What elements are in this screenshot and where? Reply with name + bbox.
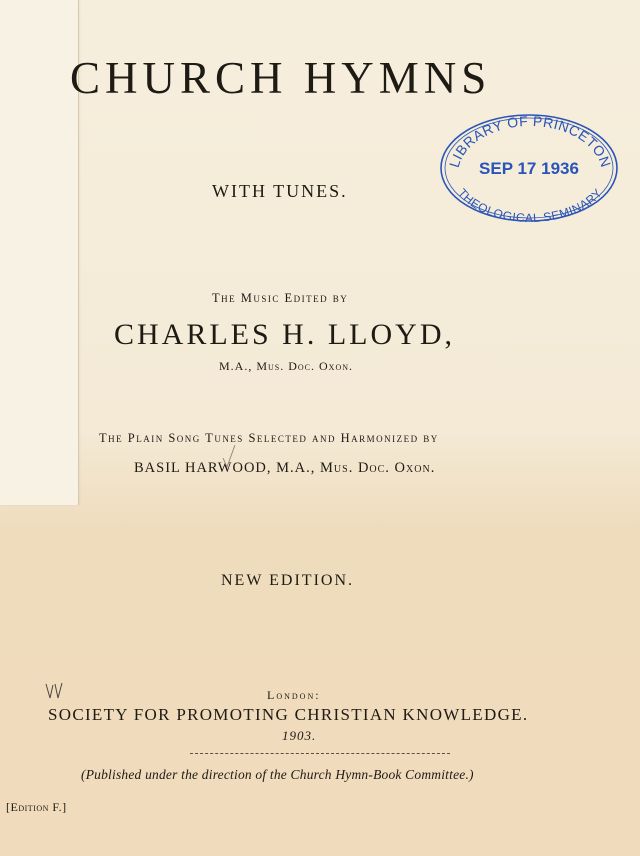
pencil-check-icon: [222, 444, 236, 470]
plain-song-editor: [134, 460, 435, 477]
stamp-date: SEP 17 1936: [479, 159, 579, 178]
library-stamp: [436, 108, 622, 226]
imprint-city: London:: [267, 688, 321, 702]
stamp-top-text: LIBRARY OF PRINCETON: [445, 112, 615, 170]
book-subtitle: WITH TUNES.: [212, 181, 348, 201]
plain-song-editor-degrees: Mus. Doc. Oxon.: [320, 460, 436, 476]
stamp-bottom-text: THEOLOGICAL SEMINARY: [455, 185, 605, 226]
music-editor-degrees: M.A., Mus. Doc. Oxon.: [219, 359, 354, 373]
plain-song-editor-name: BASIL HARWOOD, M.A.,: [134, 460, 316, 476]
library-stamp-icon: [436, 108, 622, 226]
plain-song-caption: The Plain Song Tunes Selected and Harmonized by: [99, 431, 439, 445]
imprint-publisher: SOCIETY FOR PROMOTING CHRISTIAN KNOWLEDGE.: [48, 705, 529, 724]
book-title: CHURCH HYMNS: [70, 53, 492, 103]
music-editor-name: CHARLES H. LLOYD,: [114, 318, 455, 351]
edition-label: NEW EDITION.: [221, 572, 355, 589]
music-editor-caption: The Music Edited by: [212, 291, 349, 305]
pencil-vv-mark-icon: [45, 680, 67, 702]
binding-tape: [0, 0, 79, 505]
edition-mark: [Edition F.]: [6, 800, 67, 814]
imprint-year: 1903.: [282, 728, 317, 743]
divider-rule: [190, 753, 450, 754]
published-note: (Published under the direction of the Church Hymn-Book Committee.): [81, 767, 474, 782]
